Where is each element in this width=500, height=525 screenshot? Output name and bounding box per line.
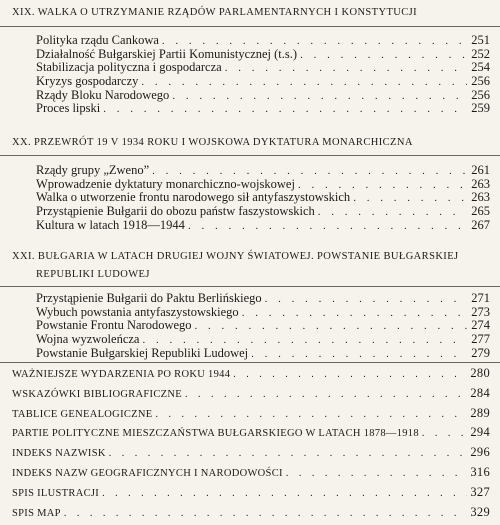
entry-title: Rządy Bloku Narodowego [36, 87, 170, 102]
leader-dots [300, 49, 467, 63]
entry-page: 289 [470, 405, 490, 420]
entry-page: 273 [471, 304, 490, 319]
entry-title: Kultura w latach 1918—1944 [36, 217, 185, 232]
entry-title: Działalność Bułgarskiej Partii Komunistycznej (t.s.) [36, 46, 298, 61]
entry-title: Walka o utworzenie frontu narodowego sił antyfaszystowskich [36, 190, 351, 205]
entry-title: INDEKS NAZWISK [12, 448, 106, 460]
entry-title: Polityka rządu Cankowa [36, 33, 159, 47]
entry-title: Przystąpienie Bułgarii do obozu państw faszystowskich [36, 204, 315, 219]
leader-dots [422, 424, 467, 444]
toc-entry[interactable] [36, 219, 490, 233]
leader-dots [318, 206, 467, 220]
chapter-xxi-heading: XXI. BUŁGARIA W LATACH DRUGIEJ WOJNY ŚWIATOWEJ. POWSTANIE BUŁGARSKIEJ [12, 251, 459, 262]
entry-page: 254 [471, 60, 490, 75]
toc-entry[interactable] [36, 319, 490, 333]
chapter-divider [0, 155, 500, 156]
entry-page: 265 [471, 204, 490, 219]
entry-page: 274 [471, 318, 490, 333]
leader-dots [225, 62, 467, 76]
entry-page: 259 [471, 101, 490, 116]
leader-dots [286, 464, 467, 484]
toc-entry[interactable] [36, 292, 490, 306]
entry-title: Rządy grupy „Zweno” [36, 163, 150, 177]
toc-entry[interactable] [12, 503, 490, 523]
chapter-xix-entries [36, 34, 490, 116]
chapter-xxi-entries [36, 292, 490, 360]
leader-dots [103, 103, 467, 117]
entry-page: 280 [470, 366, 490, 380]
toc-entry[interactable] [36, 306, 490, 320]
entry-page: 251 [471, 33, 490, 47]
entry-page: 294 [470, 425, 490, 440]
toc-entry[interactable] [12, 423, 490, 443]
toc-entry[interactable] [36, 333, 490, 347]
toc-entry[interactable] [12, 463, 490, 483]
toc-entry[interactable] [36, 178, 490, 192]
leader-dots [141, 76, 467, 90]
entry-title: Powstanie Bułgarskiej Republiki Ludowej [36, 345, 249, 360]
leader-dots [188, 220, 467, 234]
entry-title: PARTIE POLITYCZNE MIESZCZAŃSTWA BUŁGARSKIEGO W LATACH 1878—1918 [12, 428, 419, 440]
toc-entry[interactable] [12, 404, 490, 424]
toc-entry[interactable] [36, 75, 490, 89]
entry-page: 252 [471, 46, 490, 61]
entry-title: Proces lipski [36, 101, 101, 116]
entry-page: 256 [471, 87, 490, 102]
toc-entry[interactable] [36, 164, 490, 178]
toc-entry[interactable] [36, 34, 490, 48]
chapter-xxi-heading-continued: REPUBLIKI LUDOWEJ [36, 269, 150, 280]
leader-dots [155, 405, 467, 425]
entry-title: SPIS ILUSTRACJI [12, 487, 100, 499]
toc-entry[interactable] [12, 443, 490, 463]
entry-title: Przystąpienie Bułgarii do Paktu Berlińskiego [36, 291, 262, 305]
entry-page: 263 [471, 176, 490, 191]
entry-page: 256 [471, 74, 490, 89]
chapter-xix-heading: XIX. WALKA O UTRZYMANIE RZĄDÓW PARLAMENTARNYCH I KONSTYTUCJI [12, 7, 418, 18]
entry-title: SPIS MAP [12, 507, 61, 519]
toc-entry[interactable] [36, 89, 490, 103]
entry-title: WAŻNIEJSZE WYDARZENIA PO ROKU 1944 [12, 369, 231, 380]
chapter-xx-heading: XX. PRZEWRÓT 19 V 1934 ROKU I WOJSKOWA DYKTATURA MONARCHICZNA [12, 137, 413, 148]
toc-entry[interactable] [12, 364, 490, 384]
entry-page: 277 [471, 332, 490, 347]
leader-dots [242, 307, 467, 321]
entry-page: 261 [471, 163, 490, 177]
leader-dots [109, 444, 467, 464]
toc-entry[interactable] [36, 102, 490, 116]
entry-page: 327 [470, 484, 490, 499]
chapter-divider [0, 286, 500, 287]
toc-entry[interactable] [36, 205, 490, 219]
entry-page: 279 [471, 345, 490, 360]
toc-entry[interactable] [12, 384, 490, 404]
entry-title: Kryzys gospodarczy [36, 74, 139, 89]
toc-entry[interactable] [36, 347, 490, 361]
chapter-xx-entries [36, 164, 490, 232]
entry-title: Stabilizacja polityczna i gospodarcza [36, 60, 222, 75]
entry-page: 329 [470, 504, 490, 519]
entry-title: WSKAZÓWKI BIBLIOGRAFICZNE [12, 388, 182, 400]
entry-page: 296 [470, 445, 490, 460]
entry-title: TABLICE GENEALOGICZNE [12, 408, 153, 420]
toc-entry[interactable] [36, 61, 490, 75]
entry-page: 271 [471, 291, 490, 305]
entry-title: Wybuch powstania antyfaszystowskiego [36, 304, 239, 319]
entry-title: Wprowadzenie dyktatury monarchiczno-wojskowej [36, 176, 295, 191]
leader-dots [195, 320, 467, 334]
chapter-divider [0, 362, 500, 363]
back-matter-list [12, 364, 490, 522]
entry-page: 267 [471, 217, 490, 232]
leader-dots [353, 192, 467, 206]
leader-dots [64, 504, 467, 524]
entry-title: Powstanie Frontu Narodowego [36, 318, 192, 333]
leader-dots [233, 365, 467, 385]
entry-page: 284 [470, 385, 490, 400]
toc-entry[interactable] [36, 191, 490, 205]
entry-title: Wojna wyzwoleńcza [36, 332, 140, 347]
leader-dots [102, 484, 467, 504]
toc-entry[interactable] [12, 483, 490, 503]
entry-title: INDEKS NAZW GEOGRAFICZNYCH I NARODOWOŚCI [12, 467, 283, 479]
leader-dots [185, 385, 467, 405]
leader-dots [172, 90, 467, 104]
leader-dots [265, 293, 467, 307]
entry-page: 316 [470, 464, 490, 479]
entry-page: 263 [471, 190, 490, 205]
chapter-divider [0, 26, 500, 27]
toc-entry[interactable] [36, 48, 490, 62]
leader-dots [251, 348, 467, 362]
